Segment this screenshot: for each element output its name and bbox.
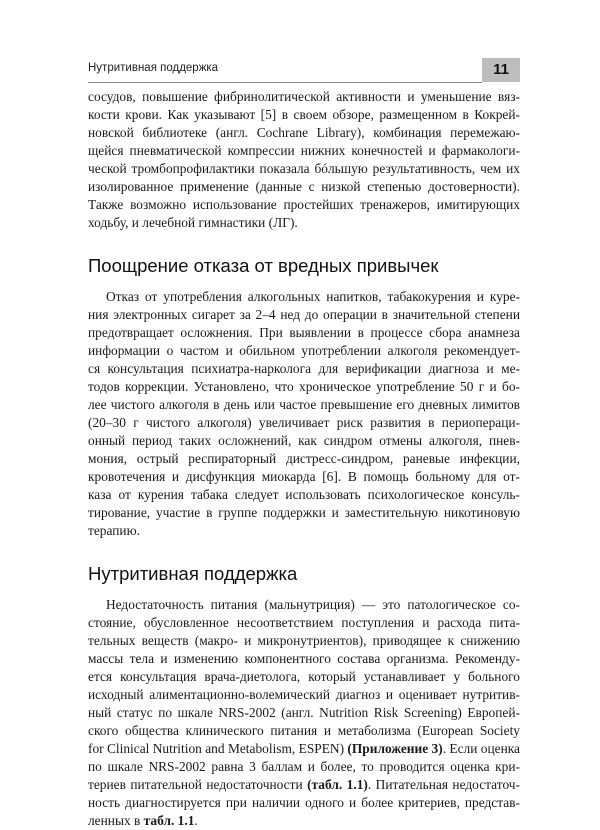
text-line: информации о частом и обильном употреблении алкоголя рекомендует- bbox=[88, 343, 520, 358]
text-line: тодов коррекции. Установлено, что хроническое употребление 50 г и бо- bbox=[88, 379, 520, 394]
text-line: по шкале NRS-2002 равна 3 баллам и более, то проводится оценка кри- bbox=[88, 759, 520, 774]
text-line: предотвращает осложнения. При выявлении в процессе сбора анамнеза bbox=[88, 325, 520, 340]
text-line: онный период таких осложнений, как синдром отмены алкоголя, пнев- bbox=[88, 433, 520, 448]
header-rule bbox=[88, 82, 482, 83]
running-header-title: Нутритивная поддержка bbox=[88, 62, 219, 74]
text-line: ся консультация психиатра-нарколога для верификации диагноза и ме- bbox=[88, 361, 520, 376]
text-line: кости крови. Как указывают [5] в своем обзоре, размещенном в Кокрей- bbox=[88, 107, 520, 122]
text-line: сосудов, повышение фибринолитической активности и уменьшение вяз- bbox=[88, 89, 520, 104]
text-line: изолированное применение (данные с низкой степенью достоверности). bbox=[88, 179, 520, 194]
text-run: ленных в bbox=[88, 813, 144, 828]
text-line: (20–30 г чистого алкоголя) увеличивает риск развития в периопераци- bbox=[88, 415, 520, 430]
text-line: ходьбу, и лечебной гимнастики (ЛГ). bbox=[88, 215, 298, 230]
text-line: стояние, обусловленное несоответствием поступления и расхода пита- bbox=[88, 615, 520, 630]
text-line bbox=[88, 812, 520, 830]
text-line: Также возможно использование простейших тренажеров, имитирующих bbox=[88, 197, 520, 212]
page-body bbox=[88, 88, 520, 830]
text-line: кровотечения и дисфункция миокарда [6]. В помощь больному для от- bbox=[88, 469, 520, 484]
text-line: ческой тромбопрофилактики показала бóльшую результативность, чем их bbox=[88, 161, 520, 176]
table-reference: (табл. 1.1) bbox=[307, 777, 368, 792]
text-line bbox=[88, 776, 520, 794]
appendix-reference: (Приложение 3) bbox=[347, 741, 443, 756]
text-run: . Питательная недостаточ- bbox=[367, 777, 520, 792]
text-line: Недостаточность питания (мальнутриция) — это патологическое со- bbox=[106, 597, 520, 612]
text-line: ется консультация врача-диетолога, который устанавливает у больного bbox=[88, 669, 520, 684]
text-line: исходный алиментационно-волемический диагноз и оценивает нутритив- bbox=[88, 687, 520, 702]
text-line: каза от курения табака следует использовать психологическое консуль- bbox=[88, 487, 520, 502]
paragraph-nutrition bbox=[88, 596, 520, 830]
text-line: лее чистого алкоголя в день или частое превышение его дневных лимитов bbox=[88, 397, 520, 412]
text-line: новской библиотеке (англ. Cochrane Library), комбинация перемежаю- bbox=[88, 125, 520, 140]
text-line: тельных веществ (макро- и микронутриентов), приводящее к снижению bbox=[88, 633, 520, 648]
text-line: ния электронных сигарет за 2–4 нед до операции в значительной степени bbox=[88, 307, 520, 322]
page-number: 11 bbox=[482, 58, 520, 82]
text-line: ный статус по шкале NRS-2002 (англ. Nutrition Risk Screening) Европей- bbox=[88, 705, 520, 720]
running-header bbox=[88, 60, 520, 82]
text-line: Отказ от употребления алкогольных напитков, табакокурения и куре- bbox=[106, 289, 520, 304]
text-line: мония, острый респираторный дистресс-синдром, раневые инфекции, bbox=[88, 451, 520, 466]
text-line bbox=[88, 740, 520, 758]
text-line: терапию. bbox=[88, 523, 140, 538]
text-run: . Если оценка bbox=[442, 741, 520, 756]
paragraph-1 bbox=[88, 88, 520, 232]
text-line: ского общества клинического питания и метаболизма (European Society bbox=[88, 723, 520, 738]
paragraph-habits bbox=[88, 288, 520, 540]
text-line: щейся пневматической компрессии нижних конечностей и фармакологи- bbox=[88, 143, 520, 158]
section-heading-nutrition: Нутритивная поддержка bbox=[88, 563, 298, 584]
text-line: ность диагностируется при наличии одного и более критериев, представ- bbox=[88, 795, 520, 810]
text-run: . bbox=[194, 813, 198, 828]
section-heading-habits: Поощрение отказа от вредных привычек bbox=[88, 255, 439, 276]
text-run: териев питательной недостаточности bbox=[88, 777, 308, 792]
text-line: тирование, участие в группе поддержки и заместительную никотиновую bbox=[88, 505, 520, 520]
text-line: массы тела и изменению компонентного состава организма. Рекоменду- bbox=[88, 651, 520, 666]
text-run: for Clinical Nutrition and Metabolism, ESPEN) bbox=[88, 741, 348, 756]
table-reference: табл. 1.1 bbox=[143, 813, 195, 828]
